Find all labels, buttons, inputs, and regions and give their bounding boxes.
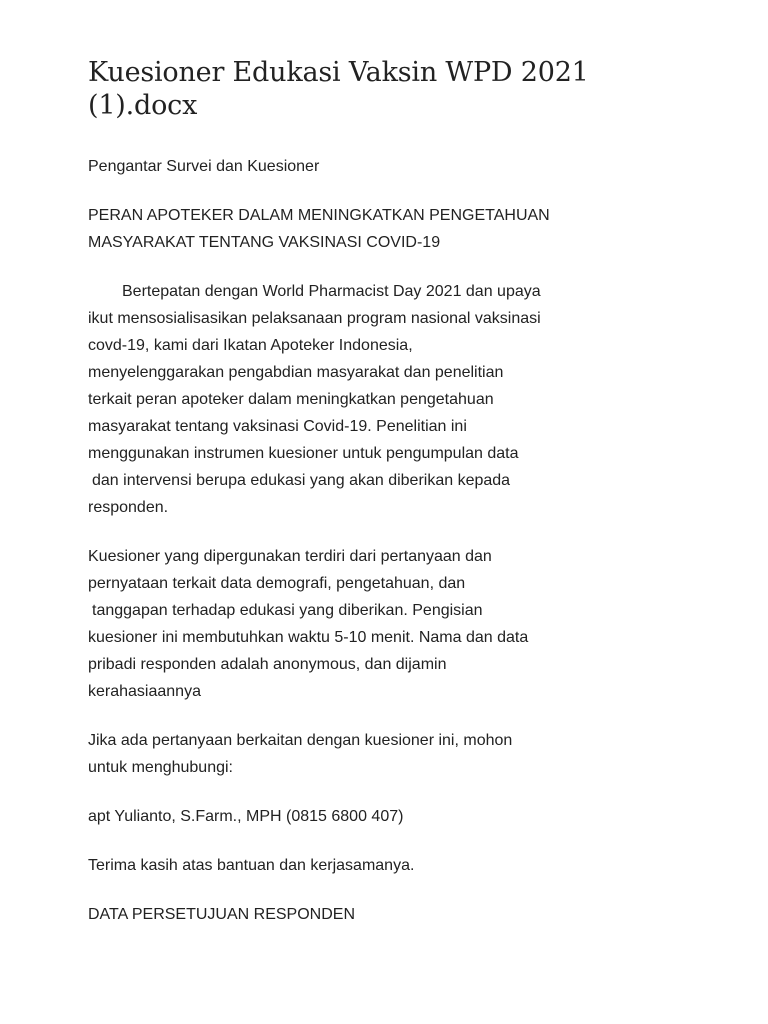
paragraph-line: terkait peran apoteker dalam meningkatkan pengetahuan [88, 391, 494, 408]
thanks-text: Terima kasih atas bantuan dan kerjasamanya. [88, 857, 415, 874]
paragraph-line: menggunakan instrumen kuesioner untuk pengumpulan data [88, 445, 519, 462]
paragraph-line: masyarakat tentang vaksinasi Covid-19. Penelitian ini [88, 418, 467, 435]
paragraph-line: responden. [88, 499, 169, 516]
contact-person: apt Yulianto, S.Farm., MPH (0815 6800 407) [88, 808, 404, 825]
heading-line: PERAN APOTEKER DALAM MENINGKATKAN PENGETAHUAN [88, 207, 550, 224]
paragraph-line: Kuesioner yang dipergunakan terdiri dari pertanyaan dan [88, 548, 492, 565]
questionnaire-paragraph [88, 543, 648, 705]
paragraph-line: kuesioner ini membutuhkan waktu 5-10 menit. Nama dan data [88, 629, 529, 646]
document-title-line: (1).docx [88, 90, 198, 121]
intro-paragraph [88, 278, 648, 521]
paragraph-line: covd-19, kami dari Ikatan Apoteker Indonesia, [88, 337, 413, 354]
paragraph-line: menyelenggarakan pengabdian masyarakat dan penelitian [88, 364, 504, 381]
paragraph-line: tanggapan terhadap edukasi yang diberikan. Pengisian [92, 602, 483, 619]
consent-heading: DATA PERSETUJUAN RESPONDEN [88, 906, 356, 923]
heading-line: MASYARAKAT TENTANG VAKSINASI COVID-19 [88, 234, 441, 251]
paragraph-line: Bertepatan dengan World Pharmacist Day 2021 dan upaya [122, 283, 541, 300]
document-page [88, 56, 648, 928]
contact-intro-paragraph [88, 727, 648, 781]
document-subtitle: Pengantar Survei dan Kuesioner [88, 158, 320, 175]
paragraph-line: ikut mensosialisasikan pelaksanaan program nasional vaksinasi [88, 310, 541, 327]
paragraph-line: untuk menghubungi: [88, 759, 233, 776]
paragraph-line: pribadi responden adalah anonymous, dan dijamin [88, 656, 447, 673]
document-title [88, 56, 648, 122]
paragraph-line: Jika ada pertanyaan berkaitan dengan kuesioner ini, mohon [88, 732, 513, 749]
paragraph-line: dan intervensi berupa edukasi yang akan diberikan kepada [92, 472, 511, 489]
document-title-line: Kuesioner Edukasi Vaksin WPD 2021 [88, 57, 589, 88]
paragraph-line: kerahasiaannya [88, 683, 201, 700]
section-heading [88, 202, 648, 256]
paragraph-line: pernyataan terkait data demografi, pengetahuan, dan [88, 575, 466, 592]
